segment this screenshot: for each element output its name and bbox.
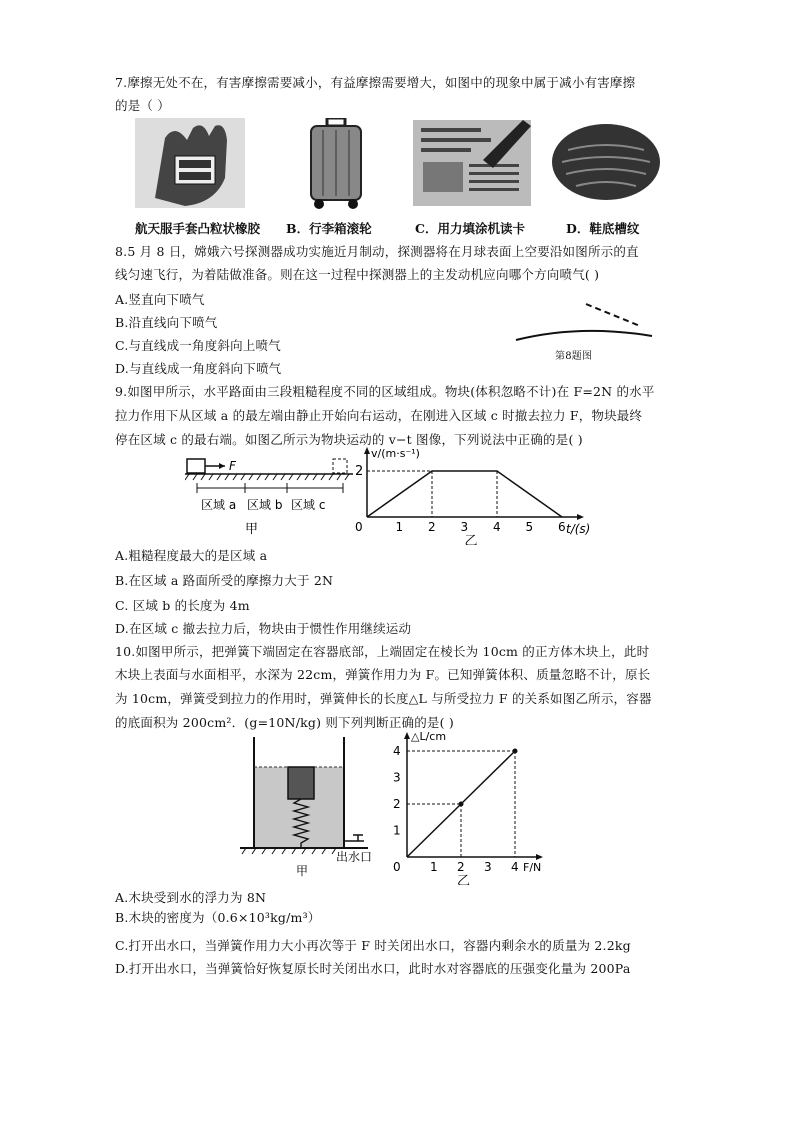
y-axis-label: v/(m·s⁻¹)	[371, 447, 420, 460]
q9-stem-line3: 停在区域 c 的最右端。如图乙所示为物块运动的 v−t 图像，下列说法中正确的是( )	[115, 432, 583, 447]
q10-lf-chart	[385, 730, 560, 885]
x-tick-label: 2	[457, 860, 465, 874]
q9-stem-line2: 拉力作用下从区域 a 的最左端由静止开始向右运动，在刚进入区域 c 时撤去拉力 F，物块最终	[115, 408, 643, 423]
suitcase-photo	[305, 118, 367, 210]
x-axis-label: F/N	[523, 861, 542, 874]
q8-option-c: C.与直线成一角度斜向上喷气	[115, 338, 281, 353]
q10-stem-line3: 为 10cm，弹簧受到拉力的作用时，弹簧伸长的长度△L 与所受拉力 F 的关系如图乙所示，容器	[115, 691, 652, 706]
x-tick-label: 3	[460, 520, 469, 534]
q7-option-a: 航天服手套凸粒状橡胶	[135, 221, 261, 236]
q9-option-b: B.在区域 a 路面所受的摩擦力大于 2N	[115, 573, 334, 588]
x-tick-label: 1	[430, 860, 438, 874]
q8-stem-line2: 线匀速飞行，为着陆做准备。则在这一过程中探测器上的主发动机应向哪个方向喷气( )	[115, 267, 600, 282]
q10-stem-line2: 木块上表面与水面相平，水深为 22cm，弹簧作用力为 F。已知弹簧体积、质量忽略不计，原长	[115, 667, 651, 682]
q7-option-c: C．用力填涂机读卡	[415, 221, 525, 236]
y-tick-label: 3	[393, 770, 401, 785]
zone-c-label: 区域 c	[291, 498, 326, 512]
y-tick-label: 4	[393, 744, 401, 758]
q8-stem-line1: 8.5 月 8 日，嫦娥六号探测器成功实施近月制动，探测器将在月球表面上空要沿如图所示的直	[115, 244, 639, 259]
q9-option-a: A.粗糙程度最大的是区域 a	[115, 548, 268, 563]
q10-stem-line1: 10.如图甲所示，把弹簧下端固定在容器底部，上端固定在棱长为 10cm 的正方体木块上，此时	[115, 644, 650, 659]
q10-option-b: B.木块的密度为（0.6×10³kg/m³）	[115, 910, 321, 925]
x-tick-label: 5	[525, 520, 534, 534]
x-tick-label: 4	[511, 860, 519, 874]
x-tick-label: 3	[484, 860, 492, 874]
y-axis-arrow	[364, 447, 370, 454]
y-axis-arrow	[404, 732, 410, 739]
x-tick-label: 4	[493, 520, 501, 534]
block	[187, 459, 205, 473]
x-tick-label: 0	[393, 860, 401, 874]
q10-figure-jia	[240, 735, 380, 880]
q9-stem-line1: 9.如图甲所示，水平路面由三段粗糙程度不同的区域组成。物块(体积忽略不计)在 F=2N 的水平	[115, 384, 655, 399]
figure-yi-caption: 乙	[464, 534, 478, 545]
x-tick-label: 2	[428, 520, 436, 534]
q8-option-a: A.竖直向下喷气	[115, 292, 205, 307]
series-line	[367, 471, 562, 517]
q9-vt-chart	[345, 445, 615, 545]
q9-option-d: D.在区域 c 撤去拉力后，物块由于惯性作用继续运动	[115, 621, 412, 636]
q8-option-b: B.沿直线向下喷气	[115, 315, 218, 330]
shoe-sole-photo	[548, 120, 660, 204]
q7-stem-line2: 的是（ ）	[115, 98, 170, 113]
q7-option-b: B．行李箱滚轮	[286, 221, 372, 236]
glove-photo	[135, 118, 245, 208]
x-tick-label: 6	[558, 520, 566, 534]
answer-card-photo	[413, 120, 531, 206]
q8-figure-caption: 第8题图	[555, 351, 593, 362]
y-tick-label: 1	[393, 823, 401, 838]
outlet-label: 出水口	[336, 850, 373, 864]
x-tick-label: 0	[355, 520, 363, 534]
zone-a-label: 区域 a	[201, 498, 237, 512]
figure-jia-caption: 甲	[245, 522, 259, 537]
q10-option-c: C.打开出水口，当弹簧作用力大小再次等于 F 时关闭出水口，容器内剩余水的质量为 2.2kg	[115, 938, 631, 953]
force-label: F	[229, 459, 236, 473]
q9-figure-jia	[185, 455, 360, 540]
x-axis-arrow	[536, 854, 543, 860]
x-axis-label: t/(s)	[566, 522, 591, 536]
y-tick-label: 2	[355, 464, 364, 479]
wood-block	[288, 767, 314, 799]
y-tick-label: 2	[393, 797, 401, 811]
y-axis-label: △L/cm	[411, 730, 447, 743]
q7-option-d: D．鞋底槽纹	[566, 221, 640, 236]
q7-stem-line1: 7.摩擦无处不在，有害摩擦需要减小，有益摩擦需要增大，如图中的现象中属于减小有害摩擦	[115, 75, 636, 90]
q10-option-a: A.木块受到水的浮力为 8N	[115, 890, 267, 905]
figure-yi-caption-q10: 乙	[457, 874, 471, 885]
q9-option-c: C. 区域 b 的长度为 4m	[115, 598, 250, 613]
q10-stem-line4: 的底面积为 200cm²．(g=10N/kg) 则下列判断正确的是( )	[115, 715, 454, 730]
x-tick-label: 1	[395, 520, 404, 534]
q10-option-d: D.打开出水口，当弹簧恰好恢复原长时关闭出水口，此时水对容器底的压强变化量为 200Pa	[115, 961, 631, 976]
figure-jia-caption-q10: 甲	[296, 864, 309, 878]
zone-b-label: 区域 b	[247, 498, 283, 512]
q8-option-d: D.与直线成一角度斜向下喷气	[115, 361, 282, 376]
x-axis-arrow	[577, 514, 584, 520]
